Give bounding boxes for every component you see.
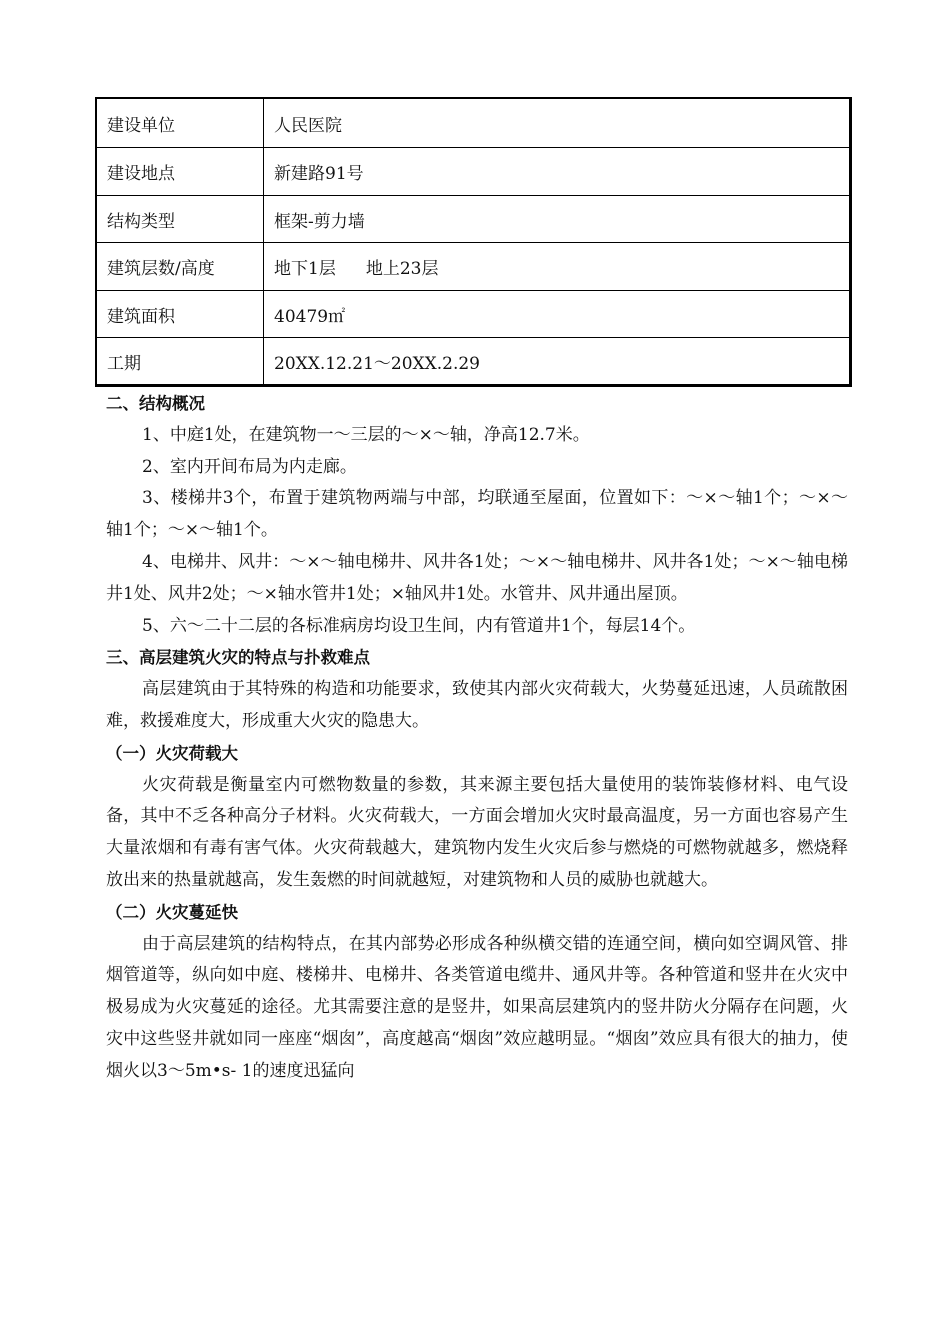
row-value: 框架-剪力墙 — [264, 196, 851, 243]
table-row — [96, 338, 851, 386]
row-label: 建筑层数/高度 — [96, 243, 264, 291]
section-heading: 二、结构概况 — [106, 394, 205, 413]
project-info-table — [95, 97, 852, 387]
row-label: 建设单位 — [96, 98, 264, 148]
table-row — [96, 291, 851, 338]
document-body — [106, 388, 848, 1088]
list-item: 2、室内开间布局为内走廊。 — [142, 456, 357, 477]
list-item: 1、中庭1处，在建筑物一～三层的～×～轴，净高12.7米。 — [142, 424, 590, 445]
list-item: 3、楼梯井3个，布置于建筑物两端与中部，均联通至屋面，位置如下：～×～轴1个；～×～轴1个；～×～轴1个。 — [106, 488, 848, 541]
row-label: 建筑面积 — [96, 291, 264, 338]
row-value: 人民医院 — [264, 98, 851, 148]
list-item: 5、六～二十二层的各标准病房均设卫生间，内有管道井1个，每层14个。 — [142, 615, 696, 636]
aboveground-floors: 地上23层 — [365, 259, 439, 279]
subsection-heading: （二）火灾蔓延快 — [106, 902, 238, 922]
subsection-heading: （一）火灾荷载大 — [106, 743, 238, 763]
row-value — [264, 243, 851, 291]
table-row — [96, 196, 851, 243]
row-label: 结构类型 — [96, 196, 264, 243]
paragraph: 由于高层建筑的结构特点，在其内部势必形成各种纵横交错的连通空间，横向如空调风管、排烟管道等，纵向如中庭、楼梯井、电梯井、各类管道电缆井、通风井等。各种管道和竖井在火灾中极易成为火灾蔓延的途径。尤其需要注意的是竖井，如果高层建筑内的竖井防火分隔存在问题，火灾中这些竖井就如同一座座“烟囱”，高度越高“烟囱”效应越明显。“烟囱”效应具有很大的抽力，使烟火以3～5m•s- 1的速度迅猛向 — [106, 933, 848, 1081]
section-heading: 三、高层建筑火灾的特点与扑救难点 — [106, 648, 370, 668]
table-row — [96, 243, 851, 291]
table-row — [96, 98, 851, 148]
row-value: 40479㎡ — [264, 291, 851, 338]
paragraph: 火灾荷载是衡量室内可燃物数量的参数，其来源主要包括大量使用的装饰装修材料、电气设备，其中不乏各种高分子材料。火灾荷载大，一方面会增加火灾时最高温度，另一方面也容易产生大量浓烟和有毒有害气体。火灾荷载越大，建筑物内发生火灾后参与燃烧的可燃物就越多，燃烧释放出来的热量就越高，发生轰燃的时间就越短，对建筑物和人员的威胁也就越大。 — [106, 774, 848, 890]
row-value: 20XX.12.21～20XX.2.29 — [264, 338, 851, 386]
list-item: 4、电梯井、风井：～×～轴电梯井、风井各1处；～×～轴电梯井、风井各1处；～×～轴电梯井1处、风井2处；～×轴水管井1处；×轴风井1处。水管井、风井通出屋顶。 — [106, 551, 848, 604]
row-label: 工期 — [96, 338, 264, 386]
row-value: 新建路91号 — [264, 148, 851, 196]
table-row — [96, 148, 851, 196]
underground-floors: 地下1层 — [274, 259, 336, 279]
row-label: 建设地点 — [96, 148, 264, 196]
paragraph: 高层建筑由于其特殊的构造和功能要求，致使其内部火灾荷载大，火势蔓延迅速，人员疏散困难，救援难度大，形成重大火灾的隐患大。 — [106, 679, 848, 731]
